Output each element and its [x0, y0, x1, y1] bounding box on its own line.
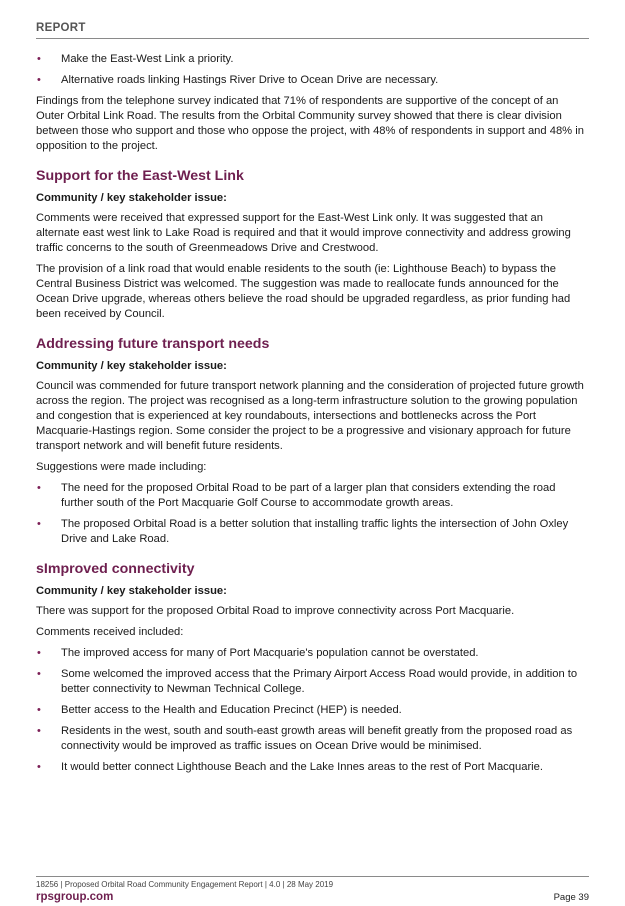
- list-item: [36, 517, 589, 547]
- footer-divider: [36, 876, 589, 877]
- bullet-text: Make the East-West Link a priority.: [61, 53, 234, 65]
- footer-row: [36, 891, 589, 903]
- bullet-text: Alternative roads linking Hastings River Drive to Ocean Drive are necessary.: [61, 74, 439, 86]
- bullet-icon: •: [37, 761, 41, 773]
- paragraph: The provision of a link road that would enable residents to the south (ie: Lighthouse Beach) to bypass the Central Business District was welcomed. The suggestion was made to reallocate funds announced for the Ocean Drive upgrade, whereas others believe the road should be upgraded regardless, as prior funding had been received by Council.: [36, 263, 571, 320]
- footer-website-link[interactable]: rpsgroup.com: [36, 891, 114, 903]
- comments-list: [36, 646, 589, 775]
- section-heading-improved-connectivity: sImproved connectivity: [36, 561, 195, 577]
- report-body: [36, 52, 589, 781]
- paragraph: There was support for the proposed Orbital Road to improve connectivity across Port Macquarie.: [36, 605, 515, 617]
- bullet-icon: •: [37, 647, 41, 659]
- list-item: [36, 73, 589, 88]
- bullet-icon: •: [37, 74, 41, 86]
- section-subheading: Community / key stakeholder issue:: [36, 585, 227, 597]
- page-number: Page 39: [553, 892, 589, 903]
- bullet-text: The improved access for many of Port Macquarie's population cannot be overstated.: [61, 647, 479, 659]
- bullet-icon: •: [37, 518, 41, 530]
- bullet-icon: •: [37, 53, 41, 65]
- header-title: REPORT: [36, 22, 86, 34]
- bullet-text: The proposed Orbital Road is a better solution that installing traffic lights the intersection of John Oxley Drive and Lake Road.: [61, 518, 569, 545]
- bullet-icon: •: [37, 704, 41, 716]
- footer-document-info: 18256 | Proposed Orbital Road Community Engagement Report | 4.0 | 28 May 2019: [36, 880, 334, 889]
- list-item: [36, 703, 589, 718]
- list-item: [36, 667, 589, 697]
- page-header: [36, 22, 589, 39]
- bullet-text: Some welcomed the improved access that the Primary Airport Access Road would provide, in addition to better connectivity to Newman Technical College.: [61, 668, 578, 695]
- page-footer: [36, 876, 589, 903]
- section-heading-future-transport: Addressing future transport needs: [36, 336, 270, 352]
- section-subheading: Community / key stakeholder issue:: [36, 360, 227, 372]
- header-divider: [36, 38, 589, 39]
- bullet-text: Better access to the Health and Education Precinct (HEP) is needed.: [61, 704, 402, 716]
- suggestions-list: [36, 481, 589, 547]
- list-item: [36, 646, 589, 661]
- paragraph: Comments received included:: [36, 626, 184, 638]
- section-subheading: Community / key stakeholder issue:: [36, 192, 227, 204]
- list-item: [36, 760, 589, 775]
- bullet-icon: •: [37, 482, 41, 494]
- bullet-icon: •: [37, 668, 41, 680]
- list-item: [36, 481, 589, 511]
- section-heading-east-west-link: Support for the East-West Link: [36, 168, 244, 184]
- intro-paragraph: Findings from the telephone survey indicated that 71% of respondents are supportive of the concept of an Outer Orbital Link Road. The results from the Orbital Community survey showed that there is clear division between those who support and those who oppose the project, with 48% of respondents in support and 48% in opposition to the project.: [36, 95, 584, 152]
- paragraph: Council was commended for future transport network planning and the consideration of projected future growth across the region. The project was recognised as a long-term infrastructure solution to the growing population and congestion that is experienced at key roundabouts, intersections and bottlenecks across the Port Macquarie-Hastings region. Some consider the project to be a progressive and visionary approach for future transport network and will benefit future residents.: [36, 380, 584, 452]
- list-item: [36, 52, 589, 67]
- paragraph: Suggestions were made including:: [36, 461, 207, 473]
- intro-bullet-list: [36, 52, 589, 88]
- bullet-text: Residents in the west, south and south-east growth areas will benefit greatly from the proposed road as connectivity would be improved as traffic issues on Ocean Drive would be minimised.: [61, 725, 573, 752]
- bullet-text: The need for the proposed Orbital Road to be part of a larger plan that considers extending the road further south of the Port Macquarie Golf Course to accommodate growth areas.: [61, 482, 556, 509]
- bullet-text: It would better connect Lighthouse Beach and the Lake Innes areas to the rest of Port Macquarie.: [61, 761, 543, 773]
- bullet-icon: •: [37, 725, 41, 737]
- paragraph: Comments were received that expressed support for the East-West Link only. It was suggested that an alternate east west link to Lake Road is required and that it would improve connectivity and address growing traffic concerns to the south of Greenmeadows Drive and Crestwood.: [36, 212, 571, 254]
- list-item: [36, 724, 589, 754]
